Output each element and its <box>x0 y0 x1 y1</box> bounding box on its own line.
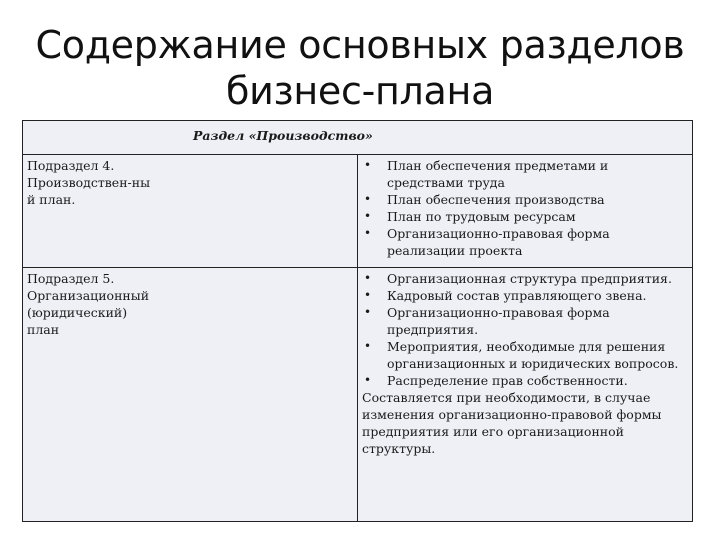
bullet-icon: • <box>364 339 372 353</box>
title-line-2: бизнес-плана <box>225 69 495 113</box>
bullet-list <box>362 270 686 389</box>
content-cell <box>358 155 693 268</box>
table-row <box>23 268 693 522</box>
subsection-cell <box>23 155 358 268</box>
note-text: Составляется при необходимости, в случае изменения организационно-правовой формы предприятия или его организационной структуры. <box>362 390 662 456</box>
list-item: • Распределение прав собственности. <box>364 373 628 388</box>
bullet-icon: • <box>364 192 372 206</box>
bullet-icon: • <box>364 305 372 319</box>
list-item: • Организационно-правовая форма реализации проекта <box>364 226 610 258</box>
bullet-icon: • <box>364 271 372 285</box>
bullet-icon: • <box>364 158 372 172</box>
list-item: • Кадровый состав управляющего звена. <box>364 288 647 303</box>
table-row <box>23 155 693 268</box>
list-item: • Организационная структура предприятия. <box>364 271 672 286</box>
bullet-list <box>362 157 686 259</box>
list-item: • Организационно-правовая форма предприятия. <box>364 305 610 337</box>
bullet-icon: • <box>364 373 372 387</box>
list-item: • План по трудовым ресурсам <box>364 209 576 224</box>
sections-table <box>22 120 693 522</box>
list-item: • Мероприятия, необходимые для решения организационных и юридических вопросов. <box>364 339 679 371</box>
list-item: • План обеспечения производства <box>364 192 605 207</box>
table-header-cell <box>23 121 693 155</box>
list-item: • План обеспечения предметами и средствами труда <box>364 158 609 190</box>
subsection-cell <box>23 268 358 522</box>
subsection-label: Подраздел 4. Производствен-ны й план. <box>27 158 151 207</box>
subsection-label: Подраздел 5. Организационный (юридический) план <box>27 271 150 337</box>
content-cell <box>358 268 693 522</box>
bullet-icon: • <box>364 209 372 223</box>
bullet-icon: • <box>364 226 372 240</box>
bullet-icon: • <box>364 288 372 302</box>
slide-title <box>0 22 720 114</box>
section-header: Раздел «Производство» <box>193 128 373 143</box>
title-line-1: Содержание основных разделов <box>35 23 685 67</box>
